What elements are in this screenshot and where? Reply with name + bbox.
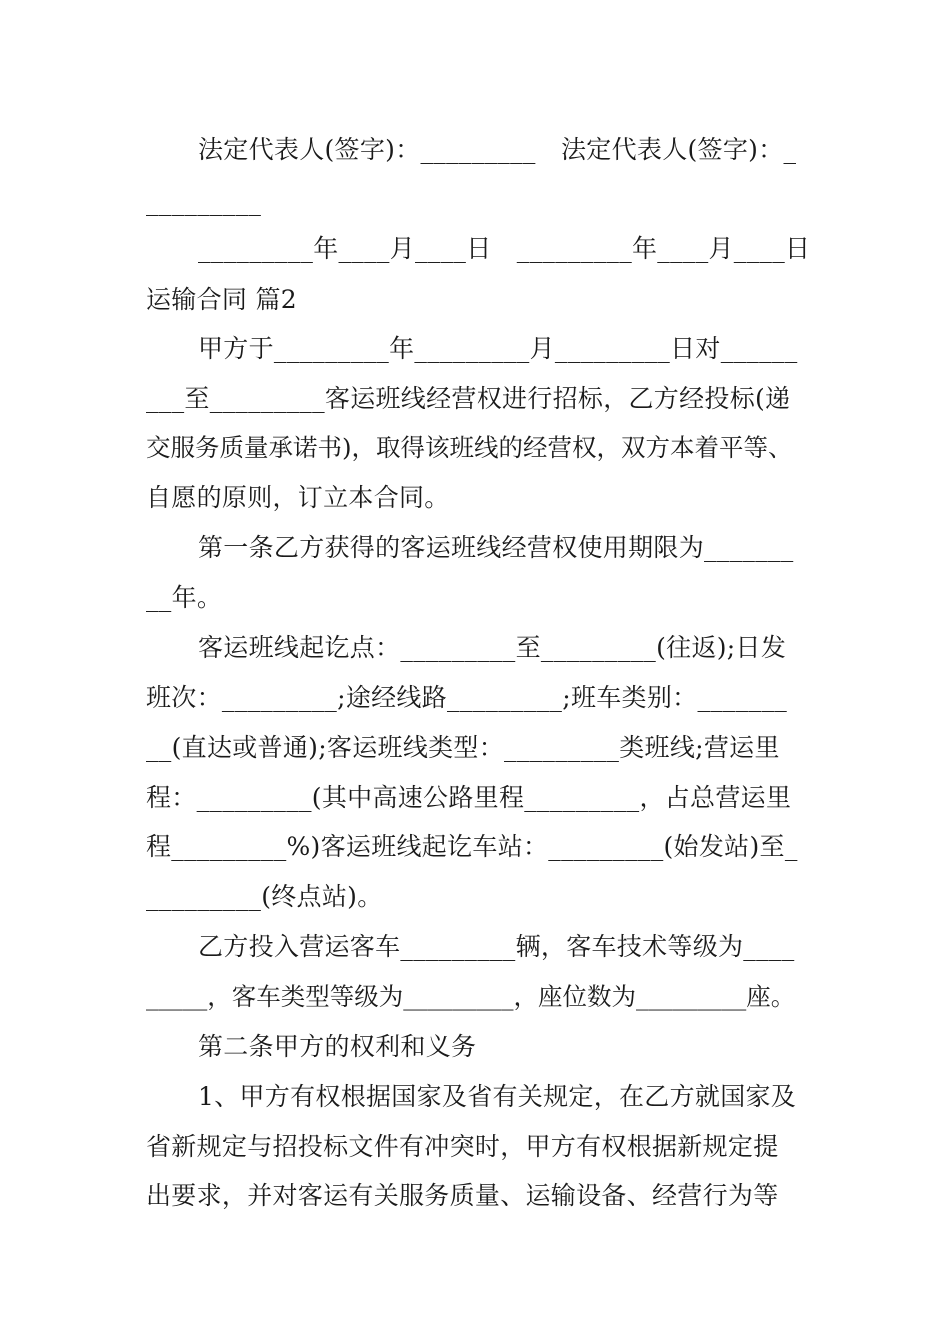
text-line: 程_________%)客运班线起讫车站：_________(始发站)至_ [146,832,798,861]
text-line: 程：_________(其中高速公路里程_________，占总营运里 [146,783,792,812]
text-line: 甲方于_________年_________月_________日对______ [198,334,798,363]
text-line: 乙方投入营运客车_________辆，客车技术等级为____ [198,932,795,961]
text-line: 班次：_________;途经线路_________;班车类别：_______ [146,683,788,712]
section-heading: 运输合同 篇2 [146,285,297,314]
text-line: _________年____月____日 _________年____月____日 [198,234,811,263]
text-line: _________(终点站)。 [146,882,383,911]
text-line: __(直达或普通);客运班线类型：_________类班线;营运里 [146,733,780,762]
text-line: _____，客车类型等级为_________，座位数为_________座。 [146,982,796,1011]
text-line: 出要求，并对客运有关服务质量、运输设备、经营行为等 [146,1181,779,1210]
text-line: 第一条乙方获得的客运班线经营权使用期限为_______ [198,533,794,562]
text-line: 第二条甲方的权利和义务 [198,1032,477,1061]
text-line: 1、甲方有权根据国家及省有关规定，在乙方就国家及 [198,1082,797,1111]
text-line: 客运班线起讫点：_________至_________(往返);日发 [198,633,787,662]
text-line: 法定代表人(签字)：_________ 法定代表人(签字)：_ [198,135,797,164]
text-line: 自愿的原则，订立本合同。 [146,483,450,512]
text-line: ___至_________客运班线经营权进行招标，乙方经投标(递 [146,384,791,413]
text-line: __年。 [146,583,223,612]
text-line: _________ [146,187,262,216]
text-line: 省新规定与招投标文件有冲突时，甲方有权根据新规定提 [146,1132,779,1161]
text-line: 交服务质量承诺书)，取得该班线的经营权，双方本着平等、 [146,433,793,462]
